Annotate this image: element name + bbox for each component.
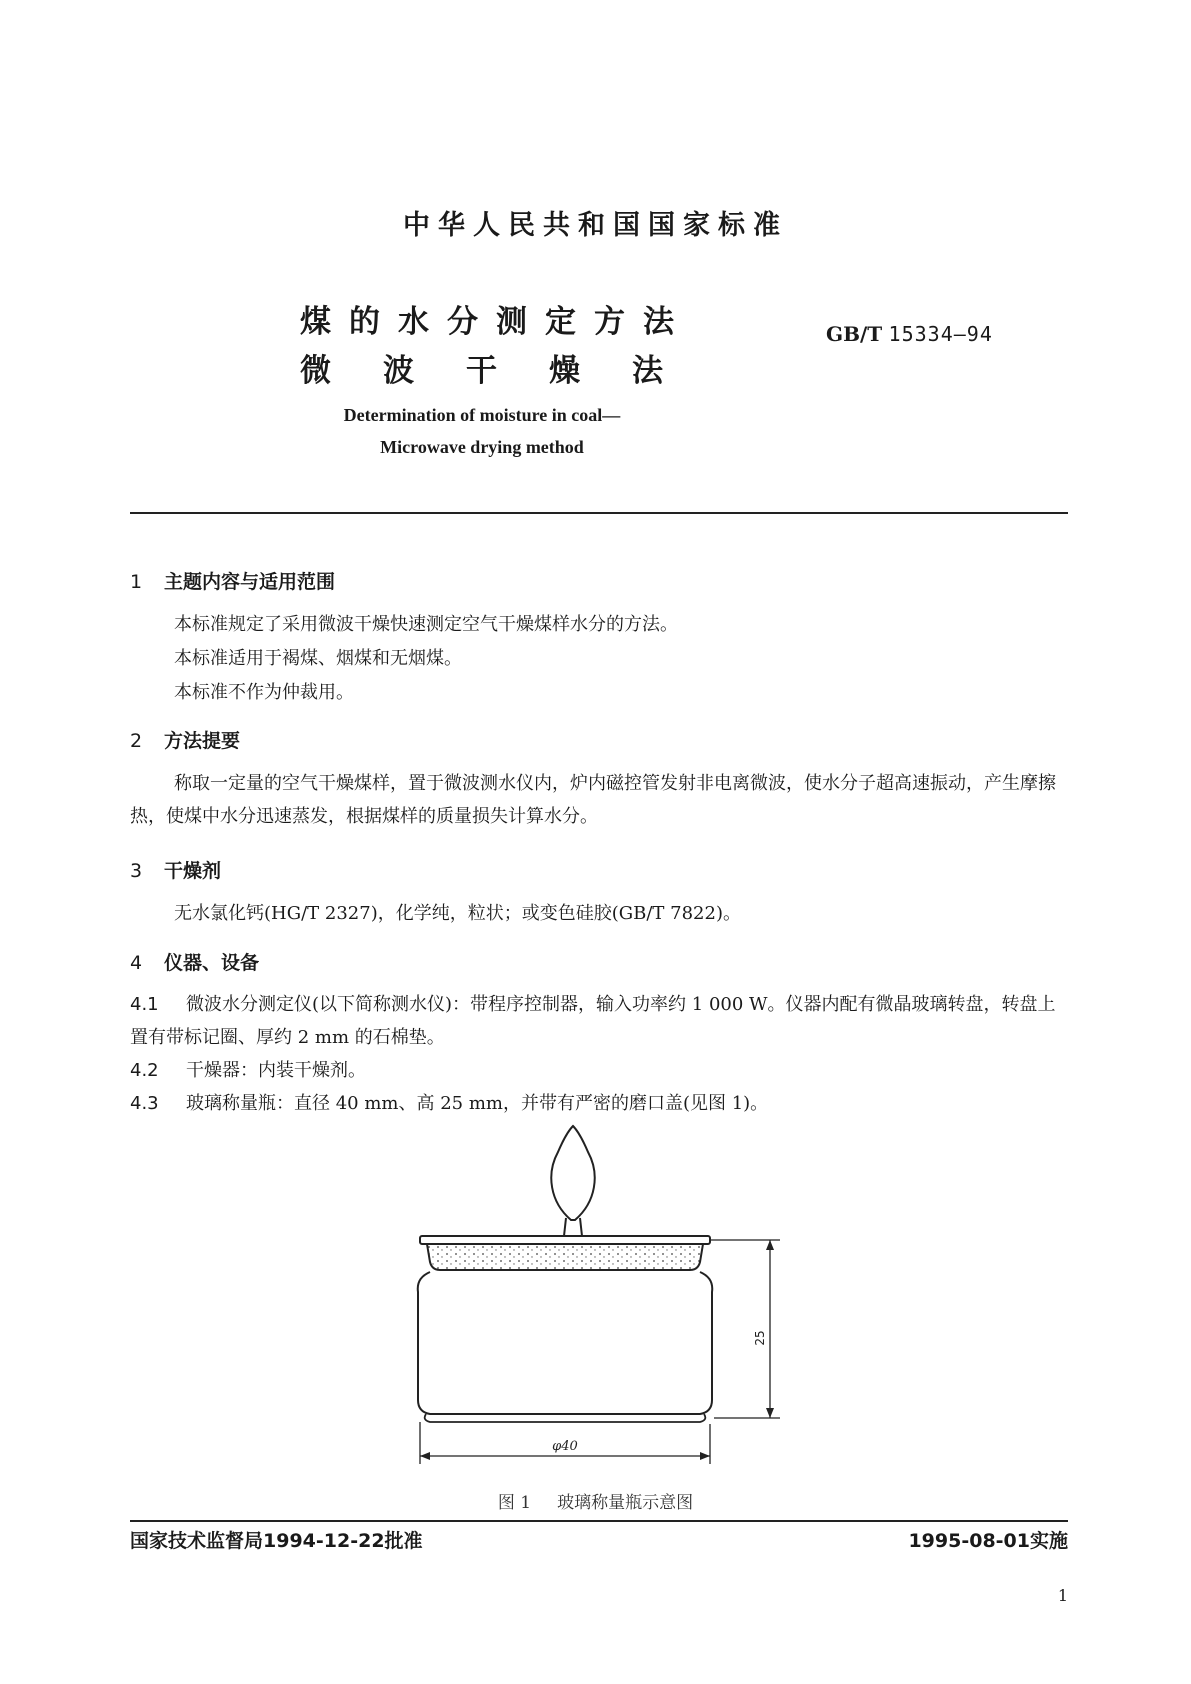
lid-flange <box>420 1236 710 1244</box>
item-number: 4.3 <box>130 1093 159 1114</box>
title-cn-line1: 煤的水分测定方法 <box>300 304 692 340</box>
item-text: 干燥器：内装干燥剂。 <box>186 1060 366 1081</box>
standard-code: 15334—94 <box>888 322 993 346</box>
ground-glass-band <box>427 1244 703 1270</box>
section-2-heading <box>130 726 240 753</box>
diameter-dimension-label: φ40 <box>552 1439 578 1454</box>
item-text: 玻璃称量瓶：直径 40 mm、高 25 mm，并带有严密的磨口盖(见图 1)。 <box>186 1093 769 1114</box>
footer-divider <box>130 1520 1068 1522</box>
section-number: 3 <box>130 860 143 882</box>
section-number: 1 <box>130 571 143 593</box>
diameter-arrow-right <box>700 1452 710 1460</box>
page-number: 1 <box>1057 1586 1068 1605</box>
item-4-2 <box>130 1054 1068 1087</box>
bottle-body <box>418 1272 713 1414</box>
section-title: 方法提要 <box>164 730 241 752</box>
item-number: 4.2 <box>130 1060 159 1081</box>
figure-caption-text: 玻璃称量瓶示意图 <box>557 1493 694 1513</box>
height-dimension-label: 25 <box>753 1330 767 1346</box>
section-1-para-2: 本标准适用于褐煤、烟煤和无烟煤。 <box>174 648 462 669</box>
section-1-heading <box>130 567 335 594</box>
section-number: 4 <box>130 952 143 974</box>
title-en-line2: Microwave drying method <box>380 437 584 457</box>
standard-number <box>826 322 993 346</box>
approval-note: 国家技术监督局1994-12-22批准 <box>130 1530 423 1552</box>
section-4-heading <box>130 948 259 975</box>
section-title: 干燥剂 <box>164 860 222 882</box>
stopper-knob <box>551 1126 594 1220</box>
section-title: 主题内容与适用范围 <box>164 571 336 593</box>
item-number: 4.1 <box>130 994 159 1015</box>
bottle-base <box>425 1414 706 1422</box>
item-4-1 <box>130 988 1068 1054</box>
figure-label: 图 1 <box>497 1493 532 1513</box>
section-title: 仪器、设备 <box>164 952 260 974</box>
figure-caption <box>0 1488 1191 1513</box>
section-1-para-1: 本标准规定了采用微波干燥快速测定空气干燥煤样水分的方法。 <box>174 614 678 635</box>
section-3-heading <box>130 856 221 883</box>
height-arrow-bottom <box>766 1408 774 1418</box>
diameter-arrow-left <box>420 1452 430 1460</box>
header-divider <box>130 512 1068 514</box>
title-cn-line2: 微波干燥法 <box>300 353 715 389</box>
section-1-para-3: 本标准不作为仲裁用。 <box>174 682 354 703</box>
section-2-para-1: 称取一定量的空气干燥煤样，置于微波测水仪内，炉内磁控管发射非电离微波，使水分子超高速振动，产生摩擦热，使煤中水分迅速蒸发，根据煤样的质量损失计算水分。 <box>130 773 1056 827</box>
item-text: 微波水分测定仪(以下简称测水仪)：带程序控制器，输入功率约 1 000 W。仪器内配有微晶玻璃转盘，转盘上置有带标记圈、厚约 2 mm 的石棉垫。 <box>130 994 1056 1048</box>
height-arrow-top <box>766 1240 774 1250</box>
title-en-line1: Determination of moisture in coal— <box>343 405 621 425</box>
section-number: 2 <box>130 730 143 752</box>
weighing-bottle-figure <box>400 1112 800 1472</box>
standard-prefix: GB/T <box>826 322 883 346</box>
issuing-body: 中华人民共和国国家标准 <box>403 210 788 241</box>
implementation-date: 1995-08-01实施 <box>908 1530 1068 1552</box>
section-3-para-1: 无水氯化钙(HG/T 2327)，化学纯，粒状；或变色硅胶(GB/T 7822)。 <box>174 903 741 924</box>
